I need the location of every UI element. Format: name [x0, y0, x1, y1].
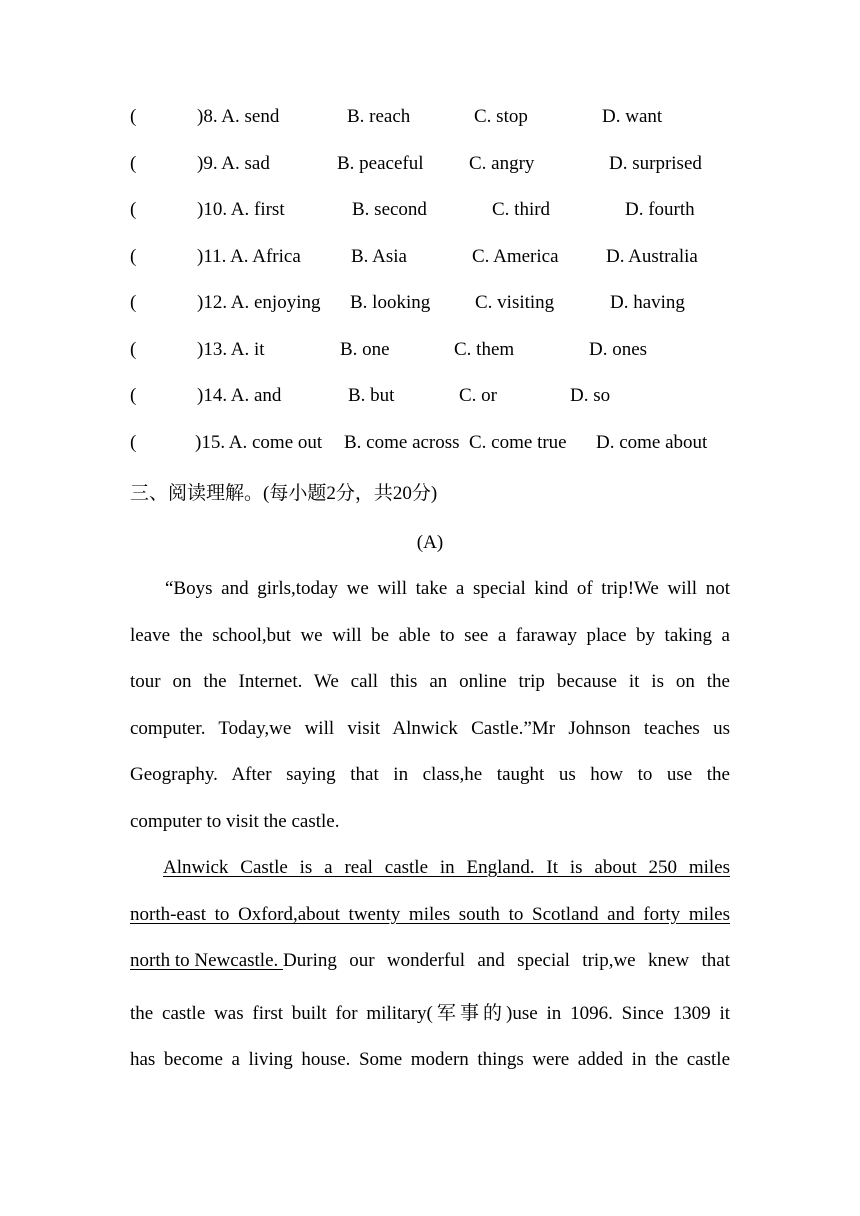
option-d: D. so [570, 385, 611, 406]
option-d: D. fourth [625, 199, 695, 220]
option-d: D. having [610, 292, 685, 313]
option-b: B. one [340, 339, 390, 360]
answer-bracket: ( [130, 432, 137, 453]
option-a: )11. A. Africa [197, 246, 301, 267]
option-a: )15. A. come out [195, 432, 323, 453]
option-b: B. but [348, 385, 395, 406]
option-b: B. reach [347, 106, 411, 127]
paragraph-line [130, 1049, 730, 1071]
answer-bracket: ( [130, 292, 137, 313]
option-c: C. or [459, 385, 497, 406]
underlined-text: Alnwick Castle is a real castle in England. It is about 250 miles [163, 857, 730, 878]
paragraph-text: “Boys and girls,today we will take a special kind of trip!We will not [165, 578, 730, 599]
option-d: D. Australia [606, 246, 698, 267]
answer-bracket: ( [130, 153, 137, 174]
passage-label: (A) [416, 532, 444, 553]
option-a: )12. A. enjoying [197, 292, 321, 313]
option-c: C. come true [469, 432, 567, 453]
paragraph-text: leave the school,but we will be able to see a faraway place by taking a [130, 625, 730, 646]
option-b: B. come across [344, 432, 460, 453]
paragraph-line [130, 718, 730, 740]
underlined-text: north-east to Oxford,about twenty miles south to Scotland and forty miles [130, 904, 730, 925]
option-c: C. them [454, 339, 515, 360]
option-a: )8. A. send [197, 106, 280, 127]
answer-bracket: ( [130, 106, 137, 127]
paragraph-text: computer. Today,we will visit Alnwick Castle.”Mr Johnson teaches us [130, 718, 730, 739]
paragraph-line [130, 671, 730, 693]
option-b: B. looking [350, 292, 431, 313]
underlined-text: north to Newcastle. [130, 950, 284, 971]
paragraph-text: the castle was first built for military(军事的)use in 1096. Since 1309 it [130, 1003, 730, 1024]
answer-bracket: ( [130, 246, 137, 267]
paragraph-line [130, 811, 730, 833]
answer-bracket: ( [130, 199, 137, 220]
paragraph-line [130, 950, 730, 972]
answer-bracket: ( [130, 385, 137, 406]
paragraph-line [130, 998, 730, 1025]
option-a: )10. A. first [197, 199, 285, 220]
option-d: D. surprised [609, 153, 702, 174]
paragraph-line [165, 578, 730, 600]
paragraph-line [163, 857, 730, 879]
option-c: C. angry [469, 153, 535, 174]
paragraph-text: Geography. After saying that in class,he taught us how to use the [130, 764, 730, 785]
option-c: C. visiting [475, 292, 555, 313]
paragraph-text: During our wonderful and special trip,we knew that [283, 950, 730, 971]
option-d: D. ones [589, 339, 648, 360]
option-c: C. America [472, 246, 559, 267]
option-a: )14. A. and [197, 385, 282, 406]
paragraph-line [130, 764, 730, 786]
option-d: D. want [602, 106, 663, 127]
section-heading: 三、阅读理解。(每小题2分，共20分) [130, 483, 438, 504]
option-b: B. second [352, 199, 427, 220]
paragraph-text: has become a living house. Some modern things were added in the castle [130, 1049, 730, 1070]
option-a: )13. A. it [197, 339, 265, 360]
paragraph-line [130, 625, 730, 647]
paragraph-line [130, 904, 730, 926]
option-c: C. stop [474, 106, 528, 127]
option-a: )9. A. sad [197, 153, 270, 174]
option-b: B. Asia [351, 246, 407, 267]
paragraph-text: computer to visit the castle. [130, 811, 340, 832]
option-d: D. come about [596, 432, 708, 453]
answer-bracket: ( [130, 339, 137, 360]
option-b: B. peaceful [337, 153, 424, 174]
option-c: C. third [492, 199, 551, 220]
paragraph-text: tour on the Internet. We call this an online trip because it is on the [130, 671, 730, 692]
